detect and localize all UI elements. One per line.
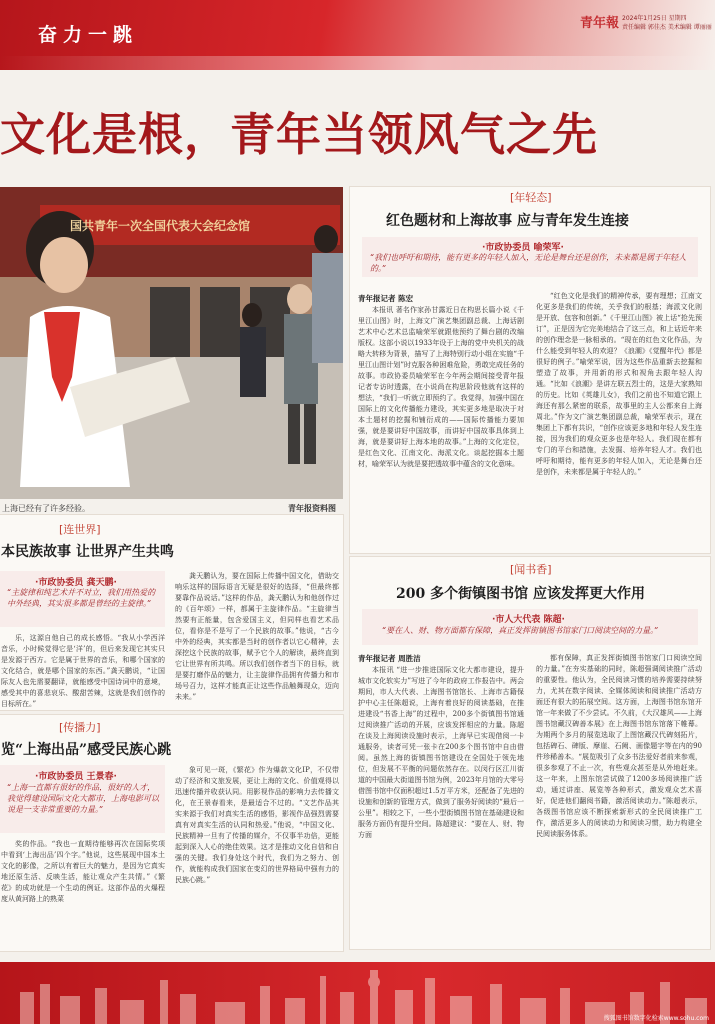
photo-credit: 青年报资料图	[288, 504, 336, 513]
quote-box	[362, 237, 698, 277]
issue-date: 2024年1月25日 星期四	[622, 15, 687, 22]
article-title: 本民族故事 让世界产生共鸣	[1, 544, 174, 560]
article-youth-red-culture	[349, 186, 711, 554]
column-tag: [年轻态]	[510, 191, 552, 204]
byline: 青年报记者 周胜洁	[358, 654, 421, 663]
article-column-2	[536, 291, 702, 549]
quote-speaker: ·市政协委员 龚天鹏·	[35, 578, 117, 588]
quote-box	[362, 609, 698, 645]
quote-text: “上海一直都有很好的作品，很好的人才，我觉得建设国际文化大都市，上海电影可以说是一支非常重要的力量。”	[7, 783, 159, 814]
article-column-2	[175, 571, 339, 707]
column-tag: [闻书香]	[510, 563, 552, 576]
byline: 青年报记者 陈宏	[358, 294, 414, 303]
quote-speaker: ·市政协委员 喻荣军·	[482, 243, 564, 253]
article-column-1	[1, 633, 165, 707]
article-paragraph: 都有保障，真正发挥街镇图书馆家门口阅读空间的力量。”在夯实基础的同时，陈超强调阅读推广活动的重要性。他认为，全民阅读习惯的培养需要持续努力，尤其在数字阅读、全媒体阅读和阅读推广活动方面还有很大的拓展空间。这方面，上海图书馆东馆开馆一年来做了不少尝试。不久前，《大汉雄风——上海图书馆藏汉碑善本展》在上海图书馆东馆落下帷幕。为期两个多月的展览选取了上图馆藏汉代碑刻拓片，包括碑石、碑版、摩崖、石阙、画像题字等在内的90件珍稀善本。“展览吸引了众多书法爱好者前来参观，很多参观了不止一次，有些观众甚至是从外地赶来。这一年来，上图东馆尝试做了1200多场阅读推广活动，通过讲座、展览等各种形式，激发观众艺术喜好，促进他们翻阅书籍，激活阅读动力。”陈超表示，各级图书馆应该不断探索新形式的全民阅读推广工作，激活更多人的阅读动力和阅读习惯，助力构建全民阅读服务体系。	[536, 654, 702, 838]
article-shanghai-made	[0, 714, 344, 952]
article-street-libraries	[349, 556, 711, 950]
section-tag: 奋力一跳	[38, 24, 139, 46]
article-paragraph: 奖的作品。“我也一直期待能够再次在国际奖项中看到‘上海出品’四个字。”他说，这些展现中国本土文化的影像，之所以有着巨大的魅力，是因为它真实地还原生活、反映生活，能让观众产生共情。”《繁花》的成功就是一个生动的例证。这部作品的火爆程度从黄河路上的熟菜	[1, 840, 165, 903]
article-world-resonance	[0, 514, 344, 711]
quote-box	[0, 765, 165, 833]
article-paragraph: 龚天鹏认为，要在国际上传播中国文化，借助交响乐这样的国际语言无疑是很好的选择，“但最终都要靠作品说话。”这样的作品，龚天鹏认为和他创作过的《百年颂》一样，都属于主旋律作品。“主旋律当然要有正能量，包含爱国主义，但同样也看艺术品位，看你是不是写了一个民族的故事。”他说，“古今中外的经典，其实都是当时的创作者以它心精神，去深挖这个民族的故事，赋予它个人的解读，最终直到它让世界有所共鸣。所以我们创作者当下的目标，就是要打磨作品的魅力，让主旋律作品拥有传播力和市场号召力，这样才能真正让这些作品触舞现众，迈向未来。”	[175, 572, 339, 701]
article-column-1	[358, 665, 524, 945]
article-column-2	[175, 765, 339, 947]
photo-banner-text: 国共青年一次全国代表大会纪念馆	[70, 219, 251, 233]
photo-caption: 上海已经有了许多经验。	[2, 504, 90, 513]
article-paragraph: 本报讯 著名作家孙甘露近日在构思长篇小说《千里江山图》时，上海文广演艺集团副总裁、上海话剧艺术中心艺术总监喻荣军就跟他预约了舞台剧的改编版权。这部小说以1933年设于上海的党中央机关的战略大转移为背景，描写了上海特别行动小组在实施“千里江山图计划”时克服各种困难危险，勇敢完成任务的故事。市政协委员喻荣军在今年两会期间接受青年报记者专访时透露，在小说尚在构思阶段他就有这样的想法，“我们一听就立即预约了。我觉得，加强中国在国际上的文化传播能力建设，其实更多地是取决于对本土题材的挖掘和铺衍成的——国际传播能力要加强，就是要讲好中国故事，而讲好中国故事具体到上海，就是要讲好上海本地的故事。”上海的文化定位，是红色文化、江南文化、海派文化。谈起挖掘本土题材，喻荣军认为就是要把透故事中蕴含的文化意味。	[358, 306, 524, 468]
footer-skyline	[0, 962, 715, 1024]
quote-speaker: ·市人大代表 陈超·	[492, 615, 565, 625]
article-title: 红色题材和上海故事 应与青年发生连接	[386, 213, 629, 229]
column-tag: [传播力]	[59, 721, 101, 734]
article-paragraph: 乐，这源自他自己的成长感悟。“我从小学西洋音乐，小时候觉得它是‘洋’的，但后来发现它其实只是发源于西方。它是属于世界的音乐，和哪个国家的文化结合，就是哪个国家的东西。”龚天鹏说，“让国际友人也先需要翻译，就能感受中国诗词中的意境，感受其中的喜悲哀乐、酸甜苦辣，这就是我们创作的目标所在。”	[1, 634, 165, 707]
article-paragraph: 象可见一斑，《繁花》作为爆款文化IP，不仅带动了经济和文旅发展，更让上海的文化、价值观得以迅速传播并收获认同。用影视作品的影响力去传播文化，在王景春看来，是最适合不过的。“文艺作品其实来源于我们对真实生活的感悟，影视作品强烈需要真有对真实生活的认同和热爱。”他说，“中国文化、民族精神一旦有了传播的媒介，不仅事半功倍，更能起到深入人心的绝佳效果。这才是推动文化自信和自强的关键。我们身处这个时代，我们为之努力、创作，就能构成我们国家在变幻的世界格局中强有力的民族心跳。”	[175, 766, 339, 884]
editor-credits: 责任编辑 郭佳杰 美术编辑 谭丽丽	[622, 24, 712, 31]
news-photo	[0, 187, 343, 499]
quote-text: “我们也呼吁和期待，能有更多的年轻人加入，无论是舞台还是创作，未来都是属于年轻人的。”	[370, 253, 687, 273]
article-paragraph: 本报讯 “进一步推进国际文化大都市建设，提升城市文化软实力”写进了今年的政府工作报告中。两会期间，市人大代表、上海图书馆馆长、上海市古籍保护中心主任陈超说，上海有着良好的阅读基础，在推进建设“书香上海”的过程中，200多个街镇图书馆通过阅读推广活动的开展，应该发挥相应的力量。陈超在谈及上海阅读设施时表示，上海早已实现借阅一卡通服务，读者可凭一张卡在200多个图书馆中自由借阅。虽然上海的街镇图书馆建设在全国处于领先地位，但发展不平衡的问题依然存在。以闵行区江川街道的中国最大街道图书馆为例，2023年月馆的大零号借图书馆中仅面积超过1.5万平方米，还配备了先进的设施和创新的管理方式，做到了服务好阅读的“最后一公里”。相较之下，一些小型街镇图书馆在基础建设和服务方面仍有提升空间。陈超建议：“要在人、财、物方面	[358, 666, 524, 839]
column-tag: [连世界]	[59, 523, 101, 536]
source-watermark: 搜狐图书馆数字化检索www.sohu.com	[603, 1015, 709, 1022]
quote-text: “主旋律和纯艺术并不对立，我们用热爱的中外经典，其实很多都是曾经的主旋律。”	[7, 588, 156, 608]
article-column-1	[1, 839, 165, 947]
masthead-logo: 青年報	[580, 16, 620, 31]
page-headline: 文化是根，青年当领风气之先	[0, 108, 599, 161]
article-title: 200 多个街镇图书馆 应该发挥更大作用	[396, 586, 645, 602]
quote-text: “要在人、财、物方面都有保障，真正发挥街镇图书馆家门口阅读空间的力量。”	[382, 626, 659, 635]
article-column-1	[358, 305, 524, 549]
article-paragraph: “红色文化是我们的精神传承，要有理想；江南文化更多是我们的传统，关乎我们的根基；海派文化则是开放、包容和创新。”《千里江山图》被上话“抢先预订”，正是因为它完美地结合了这三点，和上话近年来的创作理念是一脉相承的。“现在的红色文化作品，为什么能受到年轻人的欢迎？《浪潮》《觉醒年代》都是很好的例子。”喻荣军说，因为这些作品重新去挖掘和塑造了故事，并用新的形式和视角去跟年轻人沟通。“比如《浪潮》是讲左联五烈士的，这是大家熟知的历史。比如《英雄儿女》，我们之前也不知道它跟上海还有那么紧密的联系，故事里的主人公都来自上海周北。”作为文广演艺集团副总裁，喻荣军表示，现在集团上下都有共识，“创作应该更多地和年轻人发生连接，因为我们的观众更多也是年轻人。我们现在都有专门的平台和措施，去发掘、培养年轻人才。我们也呼吁和期待，能有更多的年轻人加入，无论是舞台还是创作，未来都是属于年轻人的。”	[536, 292, 702, 476]
article-title: 览“上海出品”感受民族心跳	[1, 742, 172, 758]
quote-speaker: ·市政协委员 王景春·	[35, 772, 117, 782]
article-column-2	[536, 653, 702, 945]
quote-box	[0, 571, 165, 627]
